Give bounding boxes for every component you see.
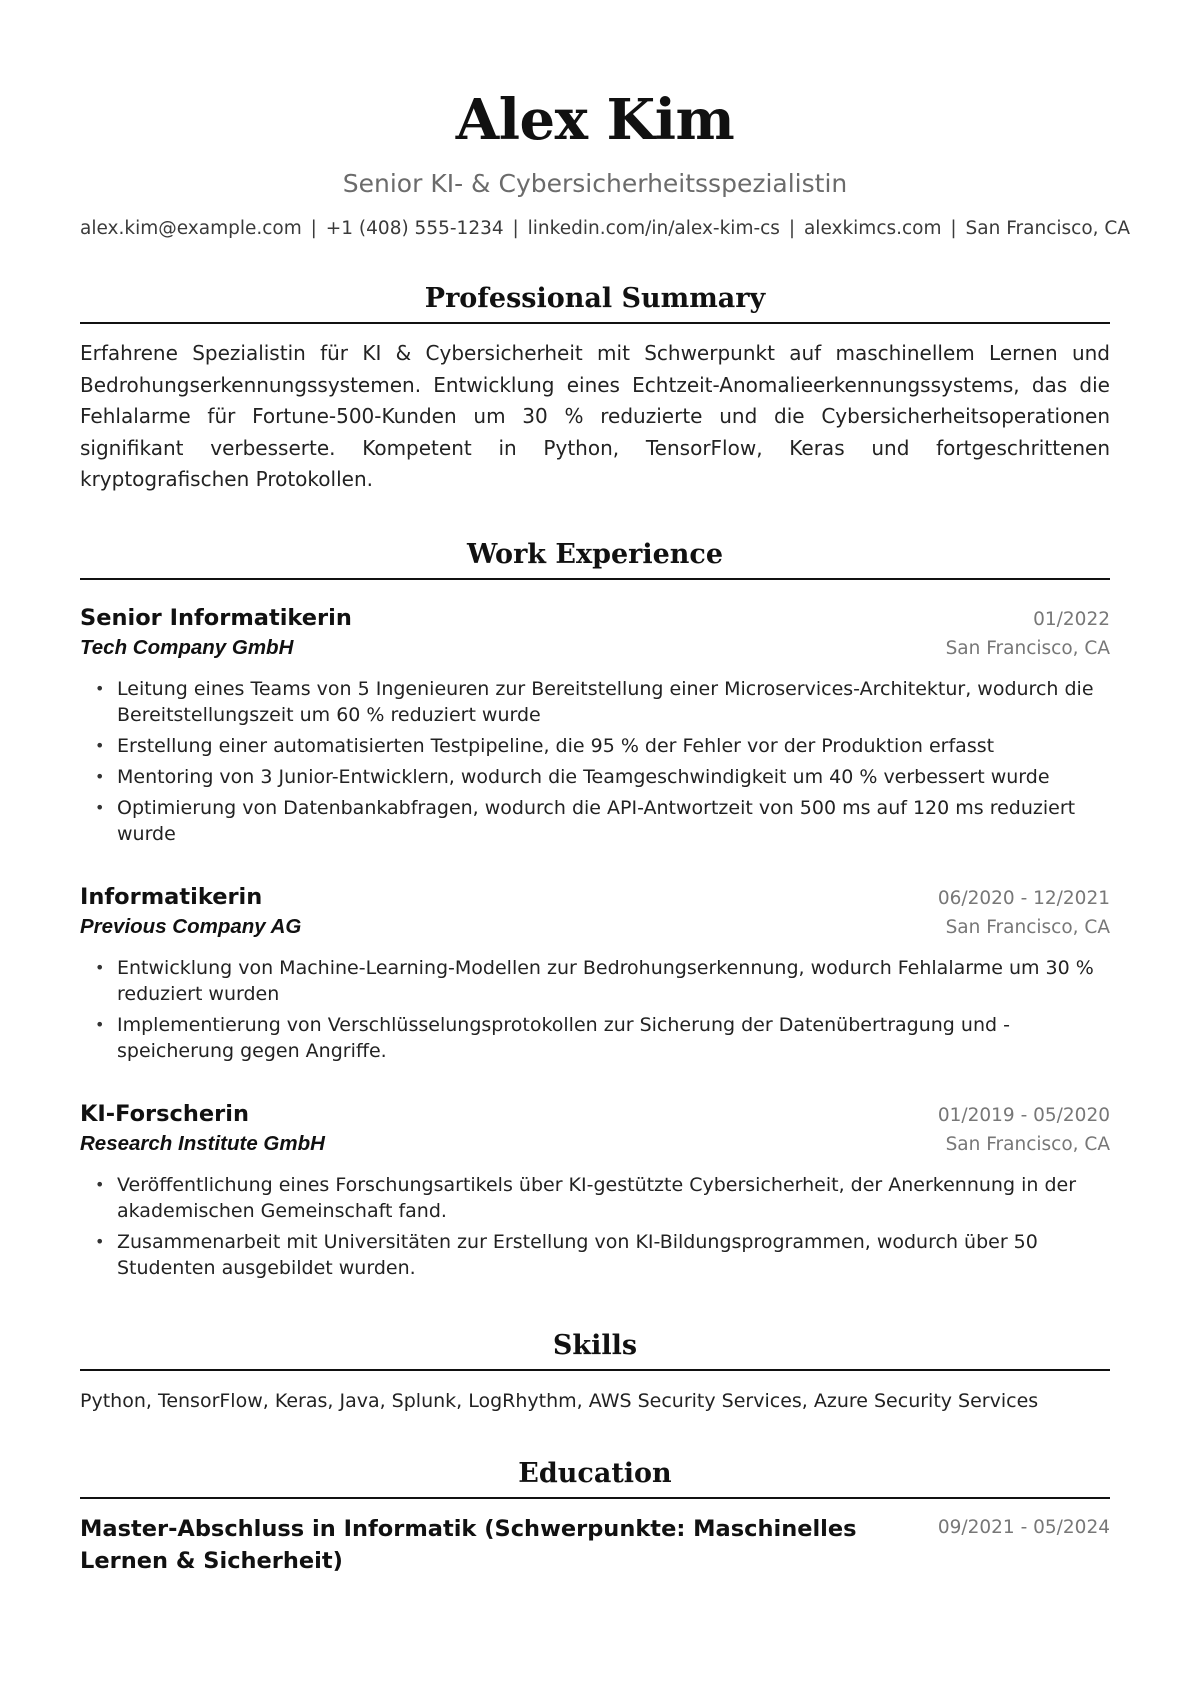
job-title: Informatikerin — [80, 883, 263, 910]
job-bullet: • Erstellung einer automatisierten Testpipeline, die 95 % der Fehler vor der Produktion erfasst — [80, 733, 1110, 759]
contact-separator: | — [788, 218, 796, 239]
job-location: San Francisco, CA — [945, 916, 1110, 938]
job-date: 01/2022 — [1033, 608, 1110, 630]
job-bullet: • Mentoring von 3 Junior-Entwicklern, wodurch die Teamgeschwindigkeit um 40 % verbessert wurde — [80, 764, 1110, 790]
contact-separator: | — [512, 218, 519, 239]
job-date: 06/2020 - 12/2021 — [937, 887, 1110, 909]
job-title: KI-Forscherin — [80, 1100, 249, 1127]
job-bullet: • Optimierung von Datenbankabfragen, wodurch die API-Antwortzeit von 500 ms auf 120 ms reduziert wurde — [80, 795, 1110, 847]
job-date: 01/2019 - 05/2020 — [937, 1104, 1110, 1126]
summary-heading: Professional Summary — [80, 282, 1110, 324]
job-entry — [80, 881, 1110, 1064]
job-bullets — [80, 955, 1110, 1064]
skills-list: Python, TensorFlow, Keras, Java, Splunk, LogRhythm, AWS Security Services, Azure Security Services — [80, 1389, 1039, 1412]
resume-header — [80, 0, 1130, 242]
job-bullet: • Veröffentlichung eines Forschungsartikels über KI-gestützte Cybersicherheit, der Anerkennung in der akademischen Gemeinschaft fand. — [80, 1172, 1110, 1224]
contact-website[interactable]: alexkimcs.com — [803, 218, 942, 239]
job-company: Tech Company GmbH — [80, 635, 294, 659]
skills-heading: Skills — [80, 1329, 1110, 1371]
job-bullet: • Implementierung von Verschlüsselungsprotokollen zur Sicherung der Datenübertragung und -speicherung gegen Angriffe. — [80, 1012, 1110, 1064]
job-location: San Francisco, CA — [945, 637, 1110, 659]
job-company: Previous Company AG — [80, 914, 302, 938]
education-entry — [80, 1513, 1110, 1577]
contact-linkedin[interactable]: linkedin.com/in/alex-kim-cs — [527, 218, 780, 239]
education-section — [80, 1457, 1110, 1577]
job-title: Senior Informatikerin — [80, 604, 352, 631]
education-date: 09/2021 - 05/2024 — [937, 1516, 1110, 1538]
education-degree: Master-Abschluss in Informatik (Schwerpunkte: Maschinelles Lernen & Sicherheit) — [80, 1515, 857, 1574]
job-company: Research Institute GmbH — [80, 1131, 325, 1155]
contact-email[interactable]: alex.kim@example.com — [80, 218, 302, 239]
job-entry — [80, 1098, 1110, 1281]
contact-separator: | — [950, 218, 957, 239]
job-location: San Francisco, CA — [945, 1133, 1110, 1155]
summary-text: Erfahrene Spezialistin für KI & Cybersicherheit mit Schwerpunkt auf maschinellem Lernen und Bedrohungserkennungssystemen. Entwicklung eines Echtzeit-Anomalieerkennungssystems, das die Fehlalarme für Fortune-500-Kunden um 30 % reduzierte und die Cybersicherheitsoperationen signifikant verbesserte. Kompetent in Python, TensorFlow, Keras und fortgeschrittenen kryptografischen Protokollen. — [80, 341, 1110, 491]
job-bullets — [80, 676, 1110, 847]
contact-location: San Francisco, CA — [965, 218, 1130, 239]
job-bullets — [80, 1172, 1110, 1281]
job-bullet: • Zusammenarbeit mit Universitäten zur Erstellung von KI-Bildungsprogrammen, wodurch über 50 Studenten ausgebildet wurden. — [80, 1229, 1110, 1281]
education-heading: Education — [80, 1457, 1110, 1499]
candidate-name: Alex Kim — [455, 87, 735, 153]
work-heading: Work Experience — [80, 538, 1110, 580]
contact-line — [80, 216, 1130, 242]
candidate-subtitle: Senior KI- & Cybersicherheitsspezialistin — [342, 169, 848, 198]
skills-section — [80, 1329, 1110, 1415]
contact-phone[interactable]: +1 (408) 555-1234 — [325, 218, 504, 239]
summary-section — [80, 282, 1110, 496]
job-entry — [80, 602, 1110, 847]
job-bullet: • Leitung eines Teams von 5 Ingenieuren zur Bereitstellung einer Microservices-Architektur, wodurch die Bereitstellungszeit um 60 % reduziert wurde — [80, 676, 1110, 728]
job-bullet: • Entwicklung von Machine-Learning-Modellen zur Bedrohungserkennung, wodurch Fehlalarme um 30 % reduziert wurden — [80, 955, 1110, 1007]
work-section — [80, 538, 1110, 1281]
contact-separator: | — [310, 218, 317, 239]
